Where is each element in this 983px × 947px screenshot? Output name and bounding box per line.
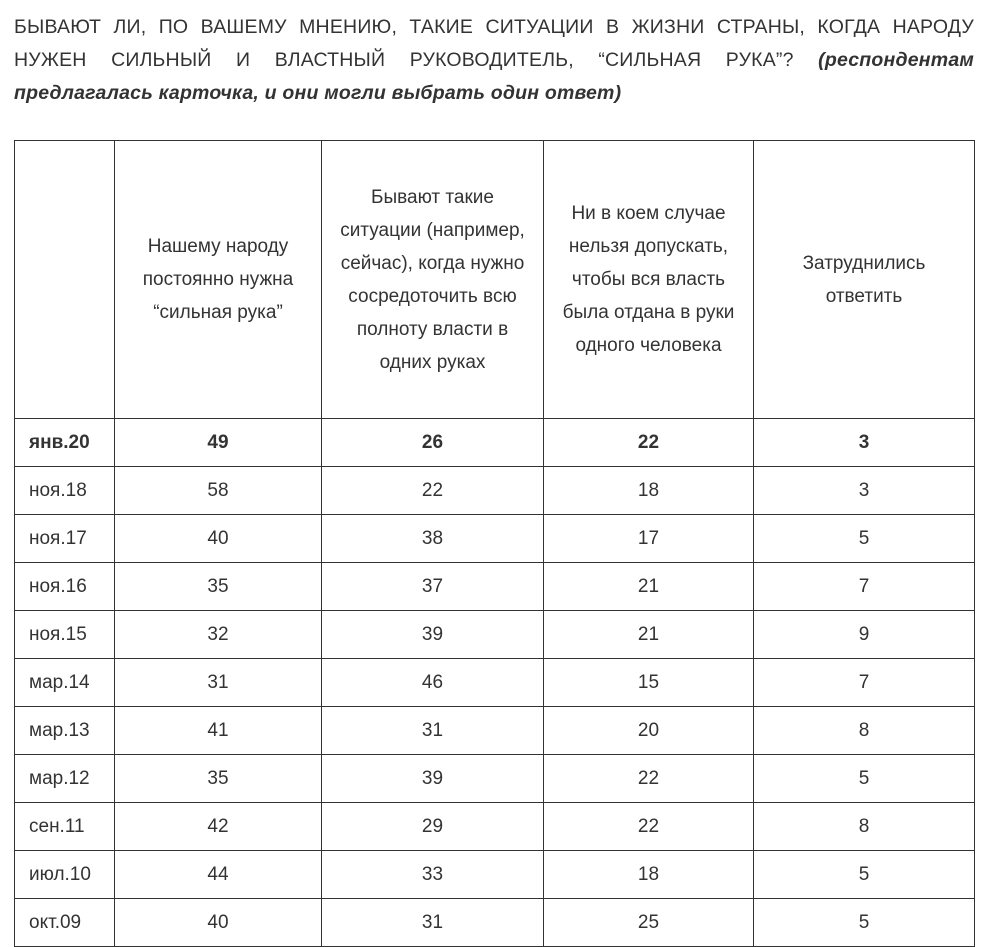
row-value: 35 xyxy=(115,563,322,611)
results-table xyxy=(14,140,975,947)
row-value: 39 xyxy=(322,611,544,659)
row-value: 58 xyxy=(115,467,322,515)
question-text: БЫВАЮТ ЛИ, ПО ВАШЕМУ МНЕНИЮ, ТАКИЕ СИТУАЦИИ В ЖИЗНИ СТРАНЫ, КОГДА НАРОДУ НУЖЕН СИЛЬНЫЙ И ВЛАСТНЫЙ РУКОВОДИТЕЛЬ, “СИЛЬНАЯ РУКА”? xyxy=(14,16,974,71)
row-value: 42 xyxy=(115,803,322,851)
table-row xyxy=(15,899,975,947)
row-value: 22 xyxy=(544,419,754,467)
row-value: 31 xyxy=(322,707,544,755)
row-value: 21 xyxy=(544,611,754,659)
row-value: 7 xyxy=(754,563,975,611)
row-value: 8 xyxy=(754,803,975,851)
table-row xyxy=(15,659,975,707)
header-cell-date xyxy=(15,141,115,419)
header-cell-hard-to-say: Затруднились ответить xyxy=(754,141,975,419)
row-date: сен.11 xyxy=(15,803,115,851)
row-value: 22 xyxy=(322,467,544,515)
table-row xyxy=(15,851,975,899)
row-value: 26 xyxy=(322,419,544,467)
row-value: 8 xyxy=(754,707,975,755)
table-row xyxy=(15,707,975,755)
row-value: 29 xyxy=(322,803,544,851)
row-date: ноя.17 xyxy=(15,515,115,563)
row-value: 40 xyxy=(115,515,322,563)
header-cell-never-one-person: Ни в коем случае нельзя допускать, чтобы вся власть была отдана в руки одного человека xyxy=(544,141,754,419)
header-cell-concentrate-power: Бывают такие ситуации (например, сейчас), когда нужно сосредоточить всю полноту власти в одних руках xyxy=(322,141,544,419)
row-date: янв.20 xyxy=(15,419,115,467)
row-value: 20 xyxy=(544,707,754,755)
row-value: 15 xyxy=(544,659,754,707)
row-value: 31 xyxy=(115,659,322,707)
row-value: 25 xyxy=(544,899,754,947)
row-value: 40 xyxy=(115,899,322,947)
row-value: 46 xyxy=(322,659,544,707)
row-value: 37 xyxy=(322,563,544,611)
table-row xyxy=(15,467,975,515)
row-value: 41 xyxy=(115,707,322,755)
row-date: ноя.18 xyxy=(15,467,115,515)
row-value: 9 xyxy=(754,611,975,659)
row-value: 22 xyxy=(544,803,754,851)
table-body xyxy=(15,419,975,947)
table-row xyxy=(15,611,975,659)
row-value: 3 xyxy=(754,419,975,467)
row-value: 39 xyxy=(322,755,544,803)
row-value: 3 xyxy=(754,467,975,515)
table-row xyxy=(15,515,975,563)
row-value: 21 xyxy=(544,563,754,611)
row-value: 44 xyxy=(115,851,322,899)
header-cell-strong-hand-always: Нашему народу постоянно нужна “сильная рука” xyxy=(115,141,322,419)
row-date: окт.09 xyxy=(15,899,115,947)
row-value: 32 xyxy=(115,611,322,659)
row-date: июл.10 xyxy=(15,851,115,899)
table-row xyxy=(15,803,975,851)
survey-question xyxy=(14,11,974,110)
row-value: 17 xyxy=(544,515,754,563)
row-date: мар.13 xyxy=(15,707,115,755)
table-row xyxy=(15,755,975,803)
row-value: 5 xyxy=(754,851,975,899)
row-value: 33 xyxy=(322,851,544,899)
row-value: 5 xyxy=(754,515,975,563)
row-value: 5 xyxy=(754,899,975,947)
row-date: ноя.16 xyxy=(15,563,115,611)
row-value: 5 xyxy=(754,755,975,803)
row-value: 35 xyxy=(115,755,322,803)
row-date: мар.12 xyxy=(15,755,115,803)
row-value: 22 xyxy=(544,755,754,803)
row-value: 31 xyxy=(322,899,544,947)
row-value: 18 xyxy=(544,851,754,899)
question-note: (респондентам предлагалась карточка, и они могли выбрать один ответ) xyxy=(14,49,974,104)
row-date: ноя.15 xyxy=(15,611,115,659)
header-row xyxy=(15,141,975,419)
row-value: 49 xyxy=(115,419,322,467)
row-date: мар.14 xyxy=(15,659,115,707)
row-value: 38 xyxy=(322,515,544,563)
table-row xyxy=(15,419,975,467)
row-value: 18 xyxy=(544,467,754,515)
table-row xyxy=(15,563,975,611)
row-value: 7 xyxy=(754,659,975,707)
